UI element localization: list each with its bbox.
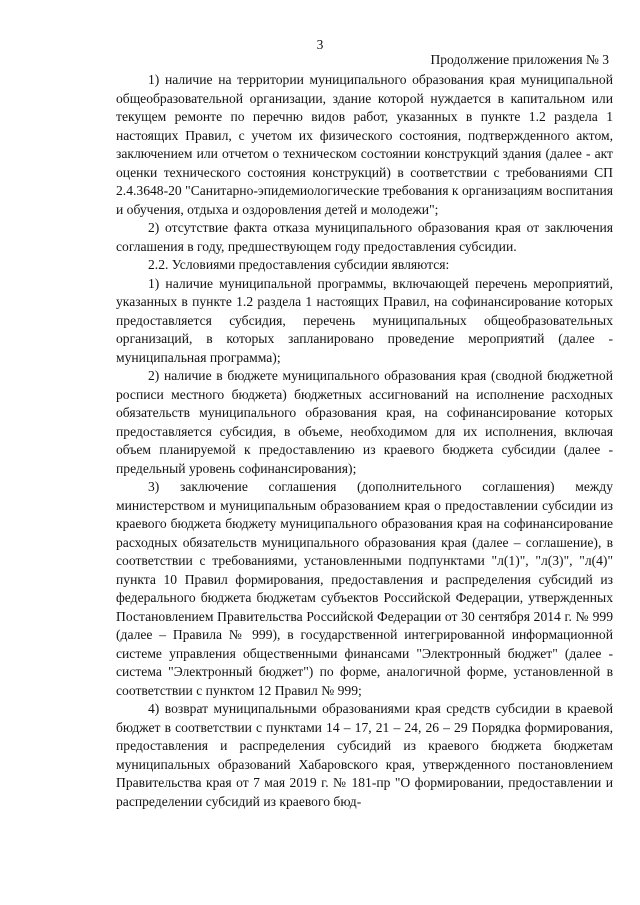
paragraph-requirement-2: 2) наличие в бюджете муниципального образования края (сводной бюджетной росписи местного бюджета) бюджетных ассигнований на исполнение расходных обязательств муниципального образования края, на софинансирование которых предоставляется субсидия, в объеме, необходимом для их исполнения, включая объем планируемой к предоставлению из краевого бюджета субсидии (далее - предельный уровень софинансирования); bbox=[116, 368, 613, 476]
paragraph-requirement-3: 3) заключение соглашения (дополнительного соглашения) между министерством и муниципальным образованием края о предоставлении субсидии из краевого бюджета бюджету муниципального образования края на софинансирование расходных обязательств муниципального образования края (далее – соглашение), в соответствии с требованиями, установленными подпунктами "л(1)", "л(3)", "л(4)" пункта 10 Правил формирования, предоставления и распределения субсидий из федерального бюджета бюджетам субъектов Российской Федерации, утвержденных Постановлением Правительства Российской Федерации от 30 сентября 2014 г. № 999 (далее – Правила № 999), в государственной интегрированной информационной системе управления общественными финансами "Электронный бюджет" (далее - система "Электронный бюджет") по форме, аналогичной форме, установленной в соответствии с пунктом 12 Правил № 999; bbox=[116, 479, 613, 698]
section-heading-2-2: 2.2. Условиями предоставления субсидии являются: bbox=[148, 257, 450, 272]
paragraph-requirement-1: 1) наличие муниципальной программы, включающей перечень мероприятий, указанных в пункте 1.2 раздела 1 настоящих Правил, на софинансирование которых предоставляется субсидия, перечень муниципальных общеобразовательных организаций, в которых запланировано проведение мероприятий (далее - муниципальная программа); bbox=[116, 275, 613, 365]
document-body bbox=[116, 71, 613, 811]
page-number: 3 bbox=[316, 37, 324, 52]
appendix-continuation-label: Продолжение приложения № 3 bbox=[430, 52, 609, 67]
paragraph-condition-1: 1) наличие на территории муниципального образования края муниципальной общеобразовательной организации, здание которой нуждается в капитальном или текущем ремонте по перечню видов работ, указанных в пункте 1.2 раздела 1 настоящих Правил, с учетом их физического состояния, подтвержденного актом, заключением или отчетом о техническом состоянии конструкций здания (далее - акт оценки технического состояния конструкций) в соответствии с требованиями СП 2.4.3648-20 "Санитарно-эпидемиологические требования к организациям воспитания и обучения, отдыха и оздоровления детей и молодежи"; bbox=[116, 72, 613, 217]
paragraph-requirement-4: 4) возврат муниципальными образованиями края средств субсидии в краевой бюджет в соответствии с пунктами 14 – 17, 21 – 24, 26 – 29 Порядка формирования, предоставления и распределения субсидий из краевого бюджета бюджетам муниципальных образований Хабаровского края, утвержденного постановлением Правительства края от 7 мая 2019 г. № 181-пр "О формировании, предоставлении и распределении субсидий из краевого бюд- bbox=[116, 701, 613, 809]
paragraph-condition-2: 2) отсутствие факта отказа муниципального образования края от заключения соглашения в году, предшествующем году предоставления субсидии. bbox=[116, 220, 613, 254]
